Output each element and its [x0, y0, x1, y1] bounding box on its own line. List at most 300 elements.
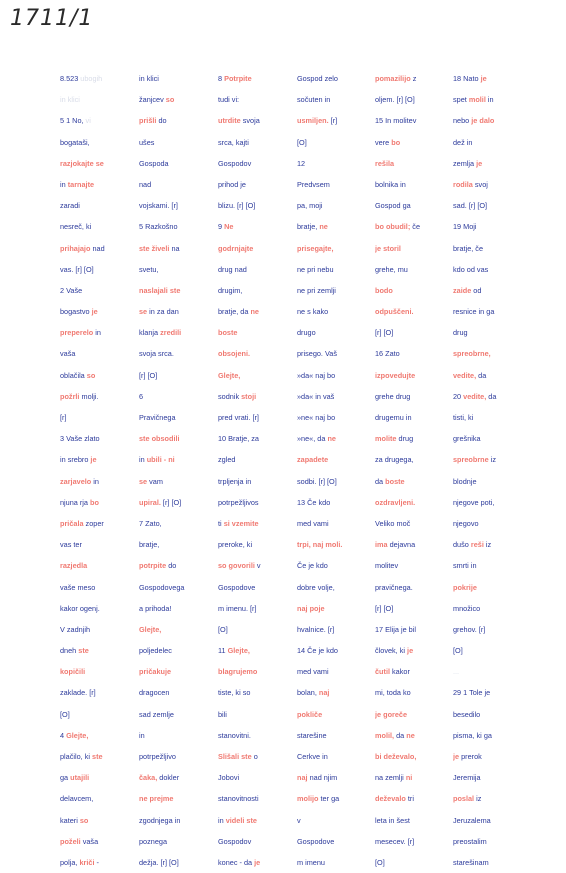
word: da: [394, 730, 407, 740]
text-line: [297, 619, 372, 640]
text-line: [218, 682, 293, 703]
word: 12: [297, 158, 306, 168]
word: 15 In molitev: [375, 116, 417, 126]
text-column-1: [60, 68, 135, 873]
highlighted-word: pokrije: [453, 582, 477, 592]
text-line: [60, 301, 135, 322]
word: grešnika: [453, 434, 481, 444]
word: [r]: [328, 116, 338, 126]
highlighted-word: je: [453, 752, 460, 761]
word: 19 Moji: [453, 222, 477, 232]
text-line: [218, 555, 293, 576]
word: vi: [83, 116, 91, 126]
text-line: [139, 555, 214, 576]
highlighted-word: naj poje: [297, 603, 325, 613]
text-line: [297, 682, 372, 703]
text-line: [60, 132, 135, 153]
highlighted-word: videli ste: [225, 815, 257, 825]
text-line: [139, 365, 214, 386]
text-line: [60, 110, 135, 131]
word: Jeremija: [453, 773, 481, 783]
word: drug: [453, 328, 468, 338]
word: kdo od vas: [453, 264, 489, 274]
word: in klici: [60, 95, 80, 105]
highlighted-word: čutil: [375, 667, 390, 677]
highlighted-word: molijo: [297, 794, 319, 804]
text-line: [60, 767, 135, 788]
highlighted-word: je goreče: [375, 709, 408, 719]
text-line: [297, 407, 372, 428]
highlighted-word: naj: [297, 773, 308, 783]
text-line: [60, 619, 135, 640]
highlighted-word: ima: [375, 540, 388, 550]
text-line: [297, 110, 372, 131]
text-line: [375, 619, 450, 640]
word: oljem. [r] [O]: [375, 95, 415, 105]
word: potrpežljivos: [218, 497, 259, 507]
text-line: [453, 238, 528, 259]
word: in: [91, 476, 99, 486]
text-line: [218, 788, 293, 809]
text-line: [375, 386, 450, 407]
highlighted-word: usmiljen.: [297, 116, 329, 126]
highlighted-word: pomazilijo: [375, 74, 411, 83]
text-line: [218, 852, 293, 873]
text-line: [60, 598, 135, 619]
word: poljedelec: [139, 646, 172, 656]
word: če: [410, 222, 420, 232]
text-line: [453, 280, 528, 301]
text-line: [218, 301, 293, 322]
text-line: [375, 704, 450, 725]
text-line: [297, 301, 372, 322]
text-line: [375, 598, 450, 619]
text-line: [297, 513, 372, 534]
text-line: [453, 471, 528, 492]
word: 4: [60, 730, 67, 740]
word: Jeruzalema: [453, 815, 491, 825]
text-line: [375, 810, 450, 831]
word: polja,: [60, 857, 80, 867]
text-line: [218, 195, 293, 216]
text-line: [139, 386, 214, 407]
word: 8.523: [60, 74, 81, 83]
text-line: [139, 216, 214, 237]
text-line: [60, 174, 135, 195]
text-column-5: [375, 68, 450, 873]
text-line: [218, 831, 293, 852]
word: od: [471, 285, 482, 295]
highlighted-word: vedite,: [453, 370, 477, 380]
highlighted-word: boste: [385, 476, 405, 486]
text-line: [453, 831, 528, 852]
text-line: [453, 767, 528, 788]
text-line: [453, 598, 528, 619]
word: da: [476, 370, 487, 380]
word: nad: [90, 243, 105, 253]
text-line: [375, 238, 450, 259]
text-line: [218, 704, 293, 725]
word: 10 Bratje, za: [218, 434, 259, 444]
text-line: [375, 343, 450, 364]
text-line: [139, 767, 214, 788]
text-line: [139, 195, 214, 216]
text-line: [139, 852, 214, 873]
word: bratje, da: [218, 307, 251, 317]
text-line: [297, 195, 372, 216]
word: drugemu in: [375, 413, 412, 422]
word: zgodnjega in: [139, 815, 181, 825]
word: prihod je: [218, 179, 246, 189]
word: molji.: [79, 391, 99, 401]
word: vaše meso: [60, 582, 96, 592]
word: trpljenja in: [218, 476, 252, 486]
word: preroke, ki: [218, 540, 253, 550]
word: grehe, mu: [375, 264, 408, 274]
word: ne s kako: [297, 307, 329, 317]
text-line: [218, 767, 293, 788]
text-line: [375, 513, 450, 534]
highlighted-word: ne: [406, 730, 415, 740]
text-line: [218, 661, 293, 682]
word: in: [139, 455, 147, 465]
text-line: [375, 767, 450, 788]
text-line: [218, 534, 293, 555]
word: dejavna: [387, 540, 416, 550]
word: bili: [218, 709, 227, 719]
text-column-6: [453, 68, 528, 873]
highlighted-word: Glejte,: [139, 624, 162, 634]
word: 3 Vaše zlato: [60, 434, 100, 444]
text-line: [297, 661, 372, 682]
word: »ne«, da: [297, 434, 328, 444]
highlighted-word: pokliče: [297, 709, 323, 719]
highlighted-word: zredili: [160, 328, 182, 338]
word: tiste, ki so: [218, 688, 251, 698]
word: molitev: [375, 561, 399, 571]
text-line: [60, 322, 135, 343]
word: ter ga: [318, 794, 340, 804]
word: Gospodov: [218, 836, 252, 846]
text-line: [453, 513, 528, 534]
word: drugim,: [218, 285, 243, 295]
highlighted-word: so: [86, 370, 96, 380]
text-line: [218, 280, 293, 301]
text-line: [453, 746, 528, 767]
text-line: [218, 428, 293, 449]
text-line: [375, 195, 450, 216]
text-line: [139, 534, 214, 555]
text-line: [297, 322, 372, 343]
text-line: [139, 598, 214, 619]
text-line: [139, 577, 214, 598]
text-line: [375, 831, 450, 852]
word: drugo: [297, 328, 316, 338]
word: 18 Nato: [453, 74, 481, 83]
word: tudi vi:: [218, 95, 240, 105]
text-line: [139, 661, 214, 682]
word: in: [60, 179, 68, 189]
text-line: [375, 132, 450, 153]
text-line: [453, 68, 528, 89]
highlighted-word: trpi, naj moli.: [297, 540, 343, 550]
highlighted-word: je: [90, 455, 97, 465]
word: 13 Če kdo: [297, 497, 331, 507]
text-line: [453, 555, 528, 576]
highlighted-word: reši: [470, 540, 484, 550]
text-line: [453, 619, 528, 640]
text-line: [60, 471, 135, 492]
text-line: [218, 110, 293, 131]
word: Pravičnega: [139, 413, 176, 422]
text-line: [218, 322, 293, 343]
highlighted-word: se: [139, 307, 148, 317]
highlighted-word: odpuščeni.: [375, 307, 414, 317]
word: zemlja: [453, 158, 477, 168]
text-line: [297, 555, 372, 576]
text-line: [218, 471, 293, 492]
text-line: [297, 598, 372, 619]
highlighted-word: preperelo: [60, 328, 94, 338]
word: nesreč, ki: [60, 222, 92, 232]
text-line: [139, 280, 214, 301]
text-line: [375, 301, 450, 322]
word: v: [297, 815, 301, 825]
word: konec - da: [218, 857, 255, 867]
word: kakor: [390, 667, 410, 677]
word: 8: [218, 74, 225, 83]
text-line: [139, 704, 214, 725]
highlighted-word: stoji: [241, 391, 257, 401]
word: Gospodov: [218, 158, 252, 168]
word: oblačila: [60, 370, 87, 380]
text-line: [297, 810, 372, 831]
text-line: [453, 407, 528, 428]
text-line: [375, 471, 450, 492]
text-line: [453, 89, 528, 110]
text-line: [218, 407, 293, 428]
text-line: [218, 153, 293, 174]
word: stanovitnosti: [218, 794, 259, 804]
text-line: [218, 492, 293, 513]
text-line: [218, 640, 293, 661]
word: 14 Če je kdo: [297, 646, 338, 656]
highlighted-word: molite: [375, 434, 397, 444]
text-line: [139, 725, 214, 746]
text-line: [218, 365, 293, 386]
word: 11: [218, 646, 228, 656]
highlighted-word: ste obsodili: [139, 434, 180, 444]
text-line: [60, 577, 135, 598]
word: v: [254, 561, 261, 571]
word: pred vrati. [r]: [218, 413, 259, 422]
text-line: [375, 322, 450, 343]
text-column-4: [297, 68, 372, 873]
highlighted-word: rešila: [375, 158, 395, 168]
word: [O]: [218, 624, 228, 634]
highlighted-word: zapadete: [297, 455, 329, 465]
word: bratje,: [139, 540, 160, 550]
word: sočuten in: [297, 95, 331, 105]
word: 16 Zato: [375, 349, 400, 359]
text-line: [60, 852, 135, 873]
word: in za dan: [147, 307, 179, 317]
text-line: [139, 788, 214, 809]
word: 9: [218, 222, 225, 232]
highlighted-word: spreobrne: [453, 455, 489, 465]
text-line: [60, 280, 135, 301]
highlighted-word: rodila: [453, 179, 473, 189]
word: vam: [147, 476, 163, 486]
highlighted-word: Glejte,: [218, 370, 241, 380]
word: grehe drug: [375, 391, 411, 401]
word: [r]: [60, 413, 67, 422]
word: mesecev. [r]: [375, 836, 415, 846]
text-line: [60, 746, 135, 767]
highlighted-word: deževalo: [375, 794, 406, 804]
text-line: [60, 259, 135, 280]
highlighted-word: zaide: [453, 285, 472, 295]
text-line: [218, 746, 293, 767]
word: blodnje: [453, 476, 477, 486]
highlighted-word: molil,: [375, 730, 395, 740]
text-line: [60, 492, 135, 513]
word: 20: [453, 391, 464, 401]
text-line: [453, 682, 528, 703]
text-line: [375, 365, 450, 386]
word: Veliko moč: [375, 518, 411, 528]
text-line: [139, 68, 214, 89]
text-line: [375, 682, 450, 703]
highlighted-word: spreobrne,: [453, 349, 491, 359]
word: »da« naj bo: [297, 370, 336, 380]
word: »da« in vaš: [297, 391, 335, 401]
text-line: [139, 407, 214, 428]
text-line: [297, 471, 372, 492]
word: 7 Zato,: [139, 518, 162, 528]
highlighted-word: ste: [78, 646, 89, 656]
word: človek, ki: [375, 646, 408, 656]
word: množico: [453, 603, 481, 613]
text-line: [218, 132, 293, 153]
text-line: [453, 322, 528, 343]
text-line: [297, 68, 372, 89]
word: mi, toda ko: [375, 688, 411, 698]
word: Gospod zelo: [297, 74, 338, 83]
highlighted-word: boste: [218, 328, 238, 338]
highlighted-word: požrli: [60, 391, 80, 401]
word: in: [139, 730, 145, 740]
word: na zemlji: [375, 773, 406, 783]
text-line: [453, 661, 528, 682]
word: vas ter: [60, 540, 82, 550]
highlighted-word: ubili - ni: [146, 455, 175, 465]
text-line: [297, 746, 372, 767]
highlighted-word: Potrpite: [224, 74, 252, 83]
highlighted-word: ne prejme: [139, 794, 174, 804]
text-line: [60, 407, 135, 428]
highlighted-word: so govorili: [218, 561, 255, 571]
word: bolnika in: [375, 179, 406, 189]
word: Če je kdo: [297, 561, 328, 571]
word: dobre volje,: [297, 582, 335, 592]
text-line: [139, 301, 214, 322]
word: prisego. Vaš: [297, 349, 338, 359]
highlighted-word: blagrujemo: [218, 667, 258, 677]
word: starešine: [297, 730, 327, 740]
text-line: [60, 195, 135, 216]
word: m imenu: [297, 857, 325, 867]
text-line: [453, 704, 528, 725]
word: bratje,: [297, 222, 320, 232]
word: zgled: [218, 455, 236, 465]
word: bogastvo: [60, 307, 92, 317]
text-line: [218, 68, 293, 89]
text-line: [139, 619, 214, 640]
text-line: [218, 386, 293, 407]
text-line: [297, 492, 372, 513]
word: delavcem,: [60, 794, 94, 804]
highlighted-word: godrnjajte: [218, 243, 254, 253]
highlighted-word: ste živeli: [139, 243, 170, 253]
word: sad zemlje: [139, 709, 174, 719]
text-line: [297, 174, 372, 195]
word: nebo: [453, 116, 472, 126]
word: dežja. [r] [O]: [139, 857, 179, 867]
text-line: [60, 428, 135, 449]
word: njuna rja: [60, 497, 91, 507]
text-line: [60, 365, 135, 386]
text-line: [139, 153, 214, 174]
text-line: [453, 259, 528, 280]
text-line: [139, 682, 214, 703]
word: [O]: [297, 137, 307, 147]
text-grid: [60, 68, 560, 867]
text-line: [453, 577, 528, 598]
word: resnice in ga: [453, 307, 495, 317]
text-line: [139, 492, 214, 513]
text-line: [60, 640, 135, 661]
text-line: [60, 449, 135, 470]
highlighted-word: je dalo: [471, 116, 495, 126]
word: sodbi. [r] [O]: [297, 476, 337, 486]
text-line: [297, 640, 372, 661]
text-line: [60, 788, 135, 809]
word: svetu,: [139, 264, 159, 274]
text-line: [139, 238, 214, 259]
highlighted-word: naslajali ste: [139, 285, 181, 295]
highlighted-word: bi deževalo,: [375, 752, 417, 761]
word: žanjcev: [139, 95, 166, 105]
highlighted-word: upiral.: [139, 497, 161, 507]
text-line: [453, 788, 528, 809]
text-line: [375, 259, 450, 280]
word: prerok: [459, 752, 482, 761]
text-line: [297, 428, 372, 449]
text-line: [453, 534, 528, 555]
word: pisma, ki ga: [453, 730, 492, 740]
text-line: [297, 132, 372, 153]
highlighted-word: Ne: [224, 222, 234, 232]
word: sodnik: [218, 391, 242, 401]
highlighted-word: obsojeni.: [218, 349, 251, 359]
word: [r] [O]: [375, 328, 394, 338]
highlighted-word: utajili: [70, 773, 90, 783]
text-line: [375, 492, 450, 513]
word: leta in šest: [375, 815, 410, 825]
word: vere: [375, 137, 392, 147]
highlighted-word: je: [254, 857, 261, 867]
